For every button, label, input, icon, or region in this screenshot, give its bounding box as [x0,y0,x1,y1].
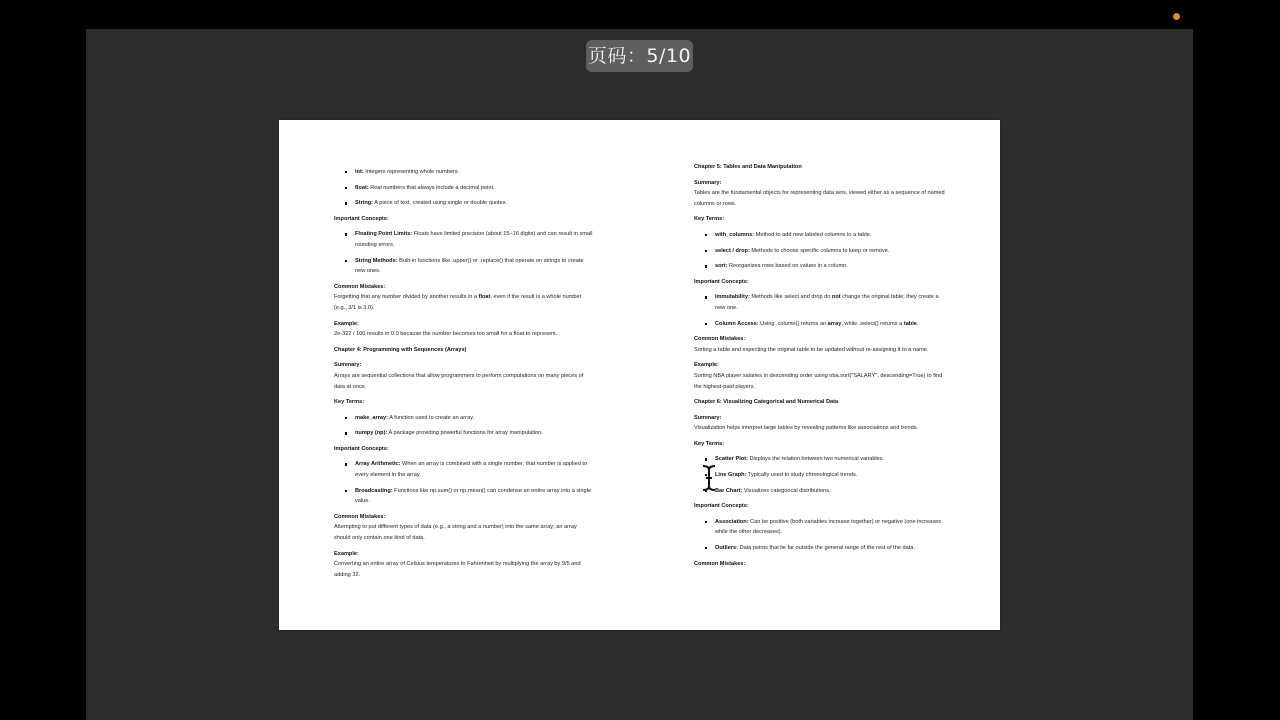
page-indicator: 页码：5/10 [586,40,693,72]
list-item: Floating Point Limits: Floats have limited precision (about 15–16 digits) and can result in small rounding errors. [334,229,594,250]
important-list [334,459,594,506]
list-item: float: Real numbers that always include a decimal point. [334,183,594,194]
section-heading: Important Concepts: [694,503,749,510]
chapter-title: Chapter 5: Tables and Data Manipulation [694,164,802,170]
list-item: Array Arithmetic: When an array is combined with a single number, that number is applied to every element in the array. [334,459,594,480]
key-terms-list [694,454,949,496]
list-item: Broadcasting: Functions like np.sum() or np.mean() can condense an entire array into a single value. [334,486,594,507]
section-heading: Summary: [694,179,722,186]
section-heading: Summary: [334,362,362,369]
list-item: Outliers: Data points that lie far outside the general range of the rest of the data. [694,543,949,554]
document-page[interactable] [279,120,1000,630]
list-item: Line Graph: Typically used to study chronological trends. [694,470,949,481]
section-heading: Example: [334,550,359,557]
list-item: Bar Chart: Visualizes categorical distributions. [694,486,949,497]
section-heading: Example: [334,320,359,327]
section-heading: Example: [694,362,719,369]
recording-indicator-icon [1173,13,1180,20]
types-list [334,167,594,209]
list-item: select / drop: Methods to choose specific columns to keep or remove. [694,246,949,257]
list-item: Immutability: Methods like select and drop do not change the original table; they create a new one. [694,292,949,313]
section-heading: Important Concepts: [334,215,389,222]
list-item: with_columns: Method to add new labeled columns to a table. [694,230,949,241]
section-heading: Key Terms: [694,440,725,447]
section-heading: Important Concepts: [694,278,749,285]
example-text: Converting an entire array of Celsius temperatures to Fahrenheit by multiplying the array by 9/5 and adding 32. [334,561,581,578]
summary-text: Arrays are sequential collections that allow programmers to perform computations on many pieces of data at once. [334,372,584,390]
mistakes-text: Forgetting that any number divided by another results in a float, even if the result is a whole number (e.g., 3/1 is 3.0). [334,294,582,311]
key-terms-list [694,230,949,272]
section-heading: Common Mistakes: [334,513,386,520]
list-item: make_array: A function used to create an array. [334,413,594,424]
section-heading: Key Terms: [334,399,365,406]
section-heading: Common Mistakes: [694,336,746,343]
section-heading: Common Mistakes: [334,283,386,290]
mistakes-text: Attempting to put different types of data (e.g., a string and a number) into the same array; an array should only contain one kind of data. [334,524,577,542]
list-item: int: Integers representing whole numbers. [334,167,594,178]
important-list [334,229,594,276]
key-terms-list [334,413,594,439]
list-item: Scatter Plot: Displays the relation between two numerical variables. [694,454,949,465]
example-text: 2e-322 / 100 results in 0.0 because the number becomes too small for a float to represent. [334,331,558,338]
mistakes-text: Sorting a table and expecting the original table to be updated without re-assigning it to a name. [694,346,929,353]
summary-text: Visualization helps interpret large tables by revealing patterns like associations and trends. [694,425,919,432]
left-column [334,162,594,580]
list-item: String: A piece of text, created using single or double quotes. [334,198,594,209]
important-list [694,292,949,329]
list-item: numpy (np): A package providing powerful functions for array manipulation. [334,428,594,439]
important-list [694,517,949,554]
section-heading: Key Terms: [694,216,725,223]
section-heading: Common Mistakes: [694,560,746,567]
list-item: Column Access: Using .column() returns an array, while .select() returns a table. [694,319,949,330]
list-item: sort: Reorganizes rows based on values in a column. [694,261,949,272]
example-text: Sorting NBA player salaries in descending order using nba.sort("SALARY", descending=True) to find the highest-paid players. [694,372,943,390]
section-heading: Summary: [694,414,722,421]
text-cursor-icon [700,464,718,492]
list-item: Association: Can be positive (both variables increase together) or negative (one increases while the other decreases). [694,517,949,538]
section-heading: Important Concepts: [334,445,389,452]
list-item: String Methods: Built-in functions like .upper() or .replace() that operate on strings to create new ones. [334,256,594,277]
chapter-title: Chapter 6: Visualizing Categorical and Numerical Data [694,399,839,406]
chapter-title: Chapter 4: Programming with Sequences (Arrays) [334,346,467,353]
summary-text: Tables are the fundamental objects for representing data sets, viewed either as a sequence of named columns or rows. [694,190,945,207]
right-column [694,162,949,569]
